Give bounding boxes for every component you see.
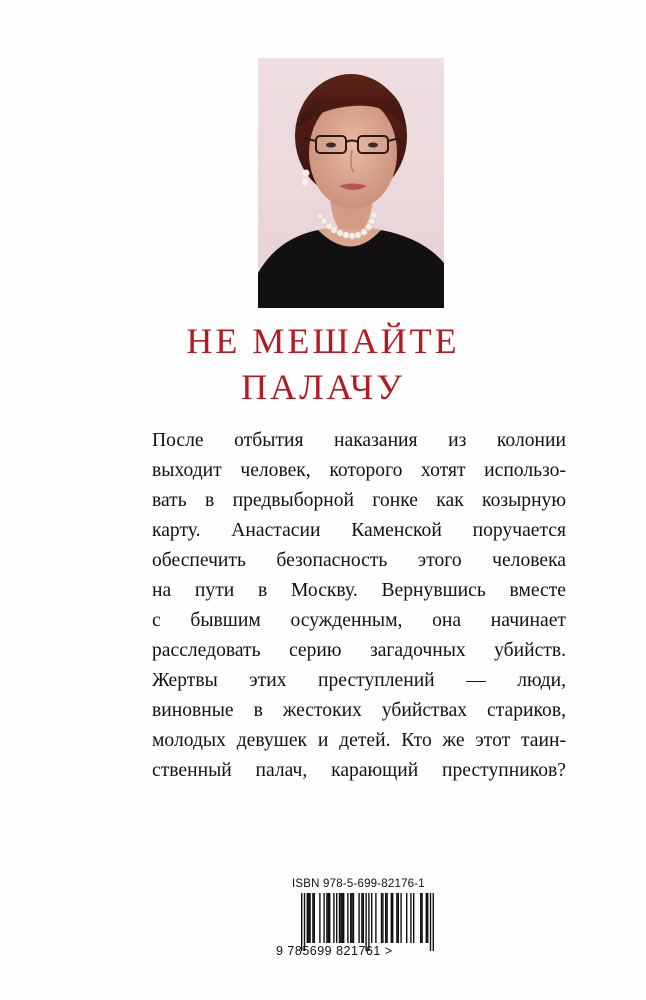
barcode-bar [420,893,421,943]
annotation-line: выходит человек, которого хотят использо- [152,460,566,481]
barcode-bar [375,893,376,943]
isbn-label: ISBN 978-5-699-82176-1 [292,878,425,890]
barcode-bar [410,893,411,943]
barcode-bar [381,893,382,943]
barcode-bar [304,893,305,951]
barcode-bar [319,893,320,943]
barcode-bar [347,893,348,943]
barcode-bar [430,893,431,951]
barcode-bar [309,893,310,943]
barcode-bar [421,893,422,943]
barcode-bar [433,893,434,951]
barcode-bar [365,893,366,951]
annotation-line: молодых девушек и детей. Кто же этот таин- [152,730,566,751]
barcode-bar [363,893,364,943]
barcode-bar [307,893,308,943]
barcode-bar [427,893,428,943]
annotation-line: виновные в жестоких убийствах стариков, [152,700,566,721]
barcode-bar [342,893,343,943]
barcode-bar [326,893,327,943]
annotation-line: ственный палач, карающий преступников? [152,760,566,781]
barcode-bar [386,893,387,943]
barcode-bar [371,893,372,943]
author-photo [258,58,444,308]
barcode-bar [314,893,315,943]
barcode-bar [339,893,340,943]
barcode-bar [392,893,393,943]
barcode-bar [361,893,362,943]
barcode-bar [396,893,397,943]
annotation-line: с бывшим осужденным, она начинает [152,610,566,631]
barcode-bar [406,893,407,943]
barcode-bar [301,893,302,951]
annotation-line: После отбытия наказания из колонии [152,430,566,451]
annotation-line: расследовать серию загадочных убийств. [152,640,566,661]
barcode-bar [368,893,369,951]
annotation-line: обеспечить безопасность этого человека [152,550,566,571]
barcode-bar [400,893,401,943]
barcode-bar [308,893,309,943]
barcode-bar [413,893,414,943]
book-title [0,318,646,410]
barcode-bar [329,893,330,943]
barcode-bar [353,893,354,943]
barcode-bar [328,893,329,943]
annotation-line: Жертвы этих преступлений — люди, [152,670,566,691]
title-line: НЕ МЕШАЙТЕ [186,321,460,361]
barcode-bar [323,893,324,943]
barcode-bar [350,893,351,943]
barcode-bar [343,893,344,943]
barcode-bar [382,893,383,943]
book-annotation [152,426,566,786]
barcode-bar [398,893,399,943]
barcode-bar [358,893,359,943]
author-portrait-image [258,58,444,308]
barcode-bar [312,893,313,943]
barcode-bar [385,893,386,943]
barcode-bar [336,893,337,943]
annotation-line: вать в предвыборной гонке как козырную [152,490,566,511]
barcode-bar [340,893,341,943]
barcode-bar [391,893,392,943]
title-line: ПАЛАЧУ [241,367,405,407]
barcode-bar [333,893,334,943]
barcode-bar [351,893,352,943]
barcode-digits: 9 785699 821761 > [276,944,393,958]
barcode-bar [426,893,427,943]
annotation-line: на пути в Москву. Вернувшись вместе [152,580,566,601]
annotation-line: карту. Анастасии Каменской поручается [152,520,566,541]
